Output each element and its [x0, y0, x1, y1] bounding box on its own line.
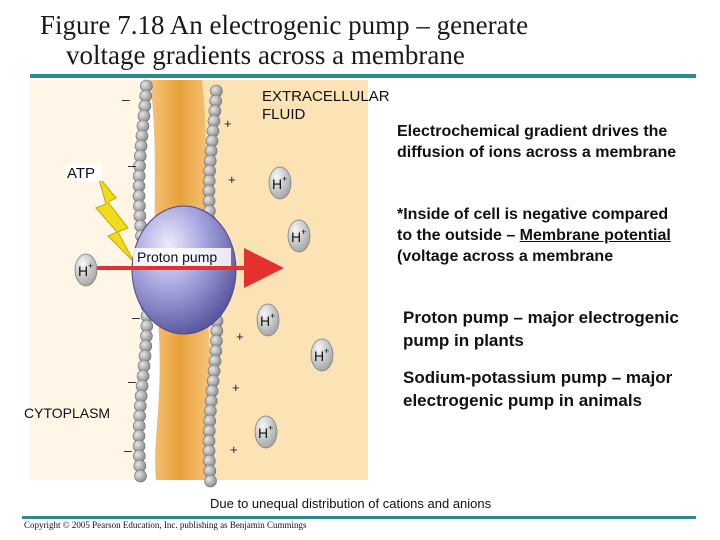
proton-ion [75, 254, 97, 286]
proton-ion-label: H [291, 229, 302, 245]
extracellular-label-1: EXTRACELLULAR [262, 88, 390, 105]
proton-ion [257, 304, 279, 336]
membrane-potential-term: Membrane potential [519, 227, 671, 244]
positive-charge: + [232, 380, 240, 395]
negative-charge: – [128, 373, 136, 389]
proton-ion [288, 220, 310, 252]
cytoplasm-label: CYTOPLASM [24, 405, 111, 421]
atp-label: ATP [67, 165, 96, 182]
note-membrane-potential [397, 204, 682, 267]
proton-ion-charge: + [282, 174, 288, 184]
phospholipid-head [135, 470, 147, 482]
copyright-notice: Copyright © 2005 Pearson Education, Inc. publishing as Benjamin Cummings [24, 520, 307, 530]
note-sodium-potassium-animals: Sodium-potassium pump – major electrogenic pump in animals [403, 368, 673, 410]
negative-charge: – [122, 91, 130, 107]
note-membrane-potential-prefix: *Inside of cell is negative compared to the outside – [397, 206, 669, 244]
diagram-caption: Due to unequal distribution of cations and anions [210, 496, 492, 511]
negative-charge: – [124, 442, 132, 458]
phospholipid-head [205, 475, 217, 487]
proton-ion-charge: + [88, 261, 94, 271]
positive-charge: + [236, 329, 244, 344]
proton-pump-label: Proton pump [137, 249, 218, 265]
proton-ion [269, 167, 291, 199]
proton-ion-charge: + [268, 423, 274, 433]
positive-charge: + [230, 442, 238, 457]
proton-ion-label: H [258, 425, 269, 441]
proton-ion-charge: + [301, 227, 307, 237]
proton-ion-charge: + [270, 311, 276, 321]
title-line-2: voltage gradients across a membrane [66, 40, 465, 70]
proton-ion [255, 416, 277, 448]
note-proton-pump-plants: Proton pump – major electrogenic pump in plants [403, 308, 679, 350]
extracellular-label-2: FLUID [262, 106, 306, 123]
proton-ion-label: H [260, 313, 271, 329]
note-gradient: Electrochemical gradient drives the diffusion of ions across a membrane [397, 123, 677, 161]
proton-ion-charge: + [324, 346, 330, 356]
positive-charge: + [228, 172, 236, 187]
positive-charge: + [224, 116, 232, 131]
negative-charge: – [132, 309, 140, 325]
footer-rule [22, 516, 696, 519]
proton-ion-label: H [314, 348, 325, 364]
proton-ion-label: H [272, 176, 283, 192]
proton-ion [311, 339, 333, 371]
title-line-1: Figure 7.18 An electrogenic pump – generate [40, 10, 529, 40]
negative-charge: – [128, 157, 136, 173]
proton-ion-label: H [78, 263, 89, 279]
note-membrane-potential-suffix: (voltage across a membrane [397, 248, 614, 265]
